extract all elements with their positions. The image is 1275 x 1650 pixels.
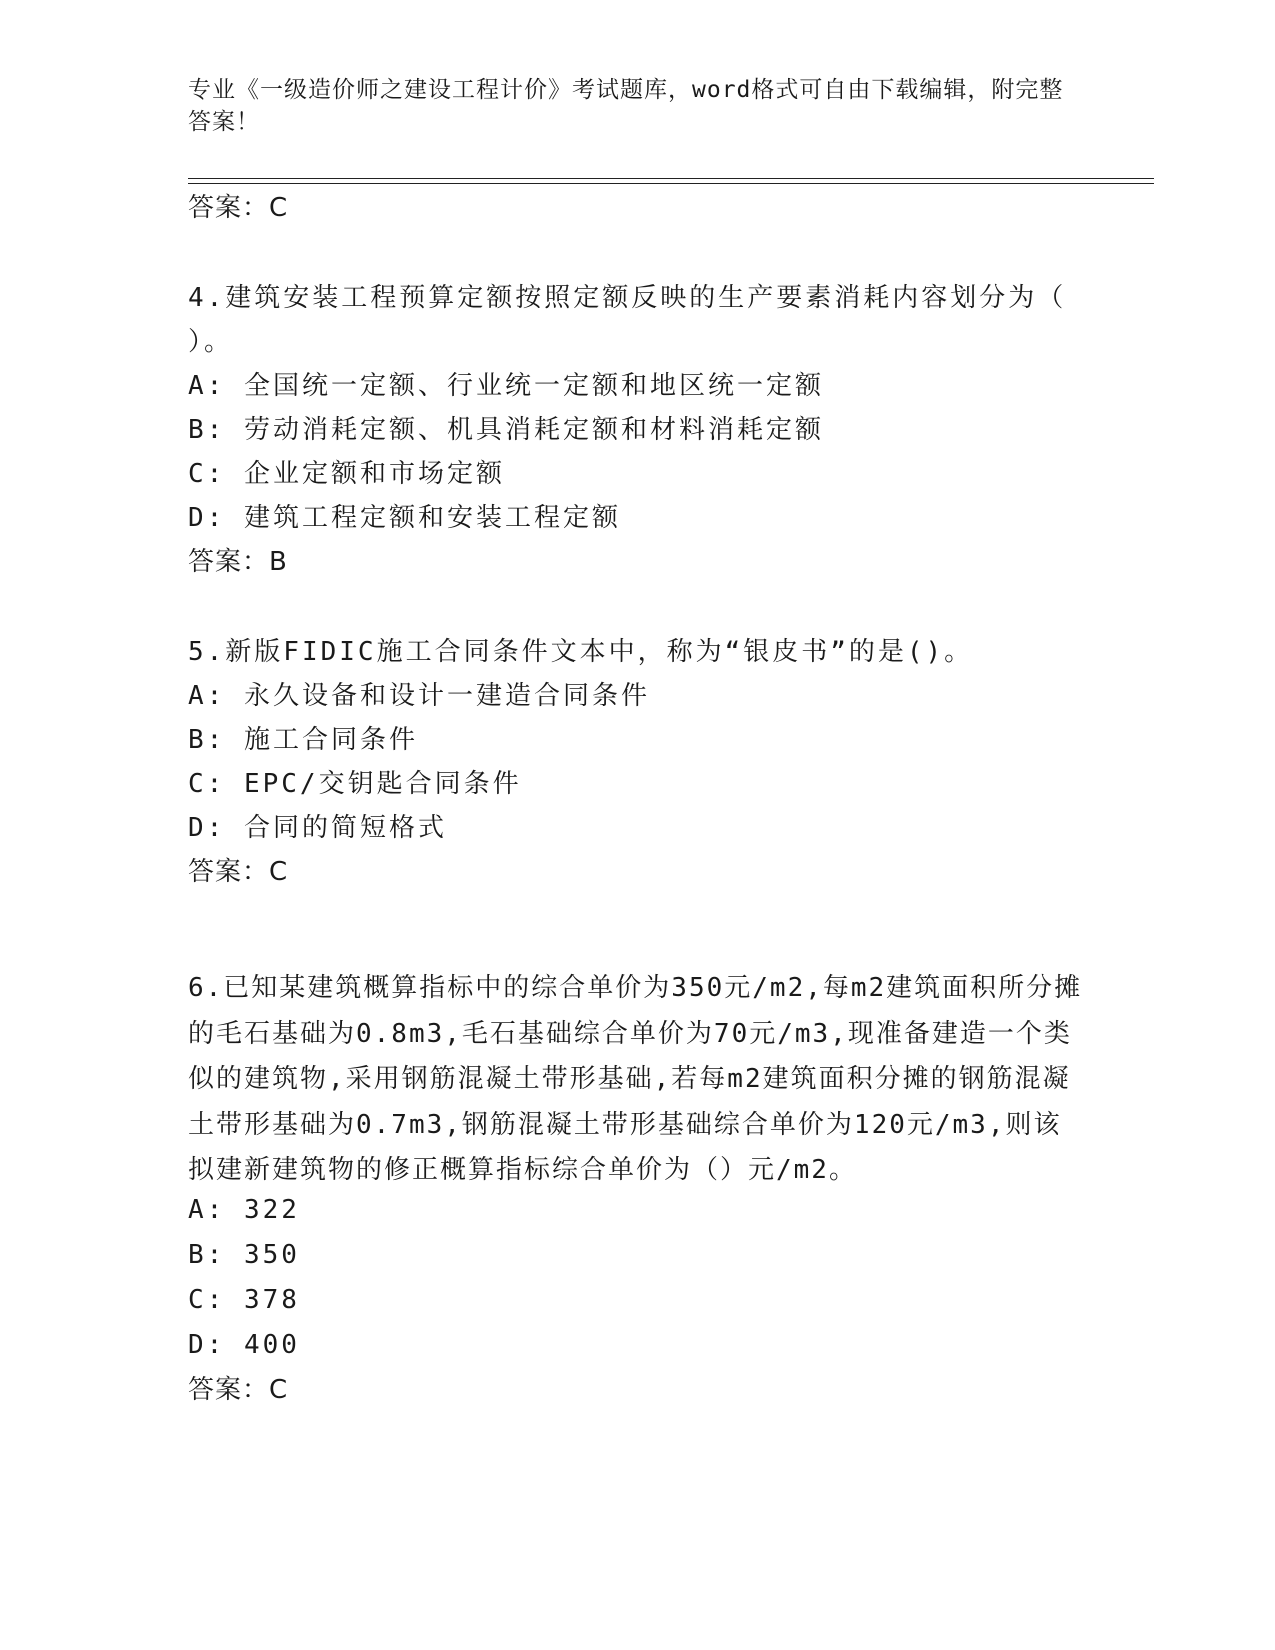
q5-stem: 5.新版FIDIC施工合同条件文本中，称为“银皮书”的是()。 <box>188 637 974 667</box>
q6-answer: 答案：C <box>188 1375 289 1405</box>
q6-option-d: D: 400 <box>188 1330 300 1360</box>
q4-stem-line2: ）。 <box>188 327 234 357</box>
q6-option-b: B: 350 <box>188 1240 300 1270</box>
q3-answer: 答案：C <box>188 193 289 223</box>
q4-option-a: A: 全国统一定额、行业统一定额和地区统一定额 <box>188 371 824 401</box>
q6-option-c: C: 378 <box>188 1285 300 1315</box>
q4-stem-line1: 4.建筑安装工程预算定额按照定额反映的生产要素消耗内容划分为（ <box>188 283 1067 313</box>
q5-option-a: A: 永久设备和设计一建造合同条件 <box>188 681 650 711</box>
q5-option-c: C: EPC/交钥匙合同条件 <box>188 769 522 799</box>
header-divider-top <box>188 178 1154 179</box>
q4-answer: 答案：B <box>188 547 288 577</box>
q6-option-a: A: 322 <box>188 1195 300 1225</box>
q4-option-b: B: 劳动消耗定额、机具消耗定额和材料消耗定额 <box>188 415 824 445</box>
header-divider-bottom <box>188 183 1154 184</box>
q5-option-d: D: 合同的简短格式 <box>188 813 447 843</box>
q6-stem: 6.已知某建筑概算指标中的综合单价为350元/m2,每m2建筑面积所分摊的毛石基础为0.8m3,毛石基础综合单价为70元/m3,现准备建造一个类似的建筑物,采用钢筋混凝土带形基础,若每m2建筑面积分摊的钢筋混凝土带形基础为0.7m3,钢筋混凝土带形基础综合单价为120元/m3,则该拟建新建筑物的修正概算指标综合单价为（）元/m2。 <box>188 973 1083 1185</box>
document-header: 专业《一级造价师之建设工程计价》考试题库，word格式可自由下载编辑，附完整答案！ <box>188 77 1064 135</box>
q4-option-c: C: 企业定额和市场定额 <box>188 459 505 489</box>
q5-answer: 答案：C <box>188 857 289 887</box>
q5-option-b: B: 施工合同条件 <box>188 725 418 755</box>
q4-option-d: D: 建筑工程定额和安装工程定额 <box>188 503 621 533</box>
